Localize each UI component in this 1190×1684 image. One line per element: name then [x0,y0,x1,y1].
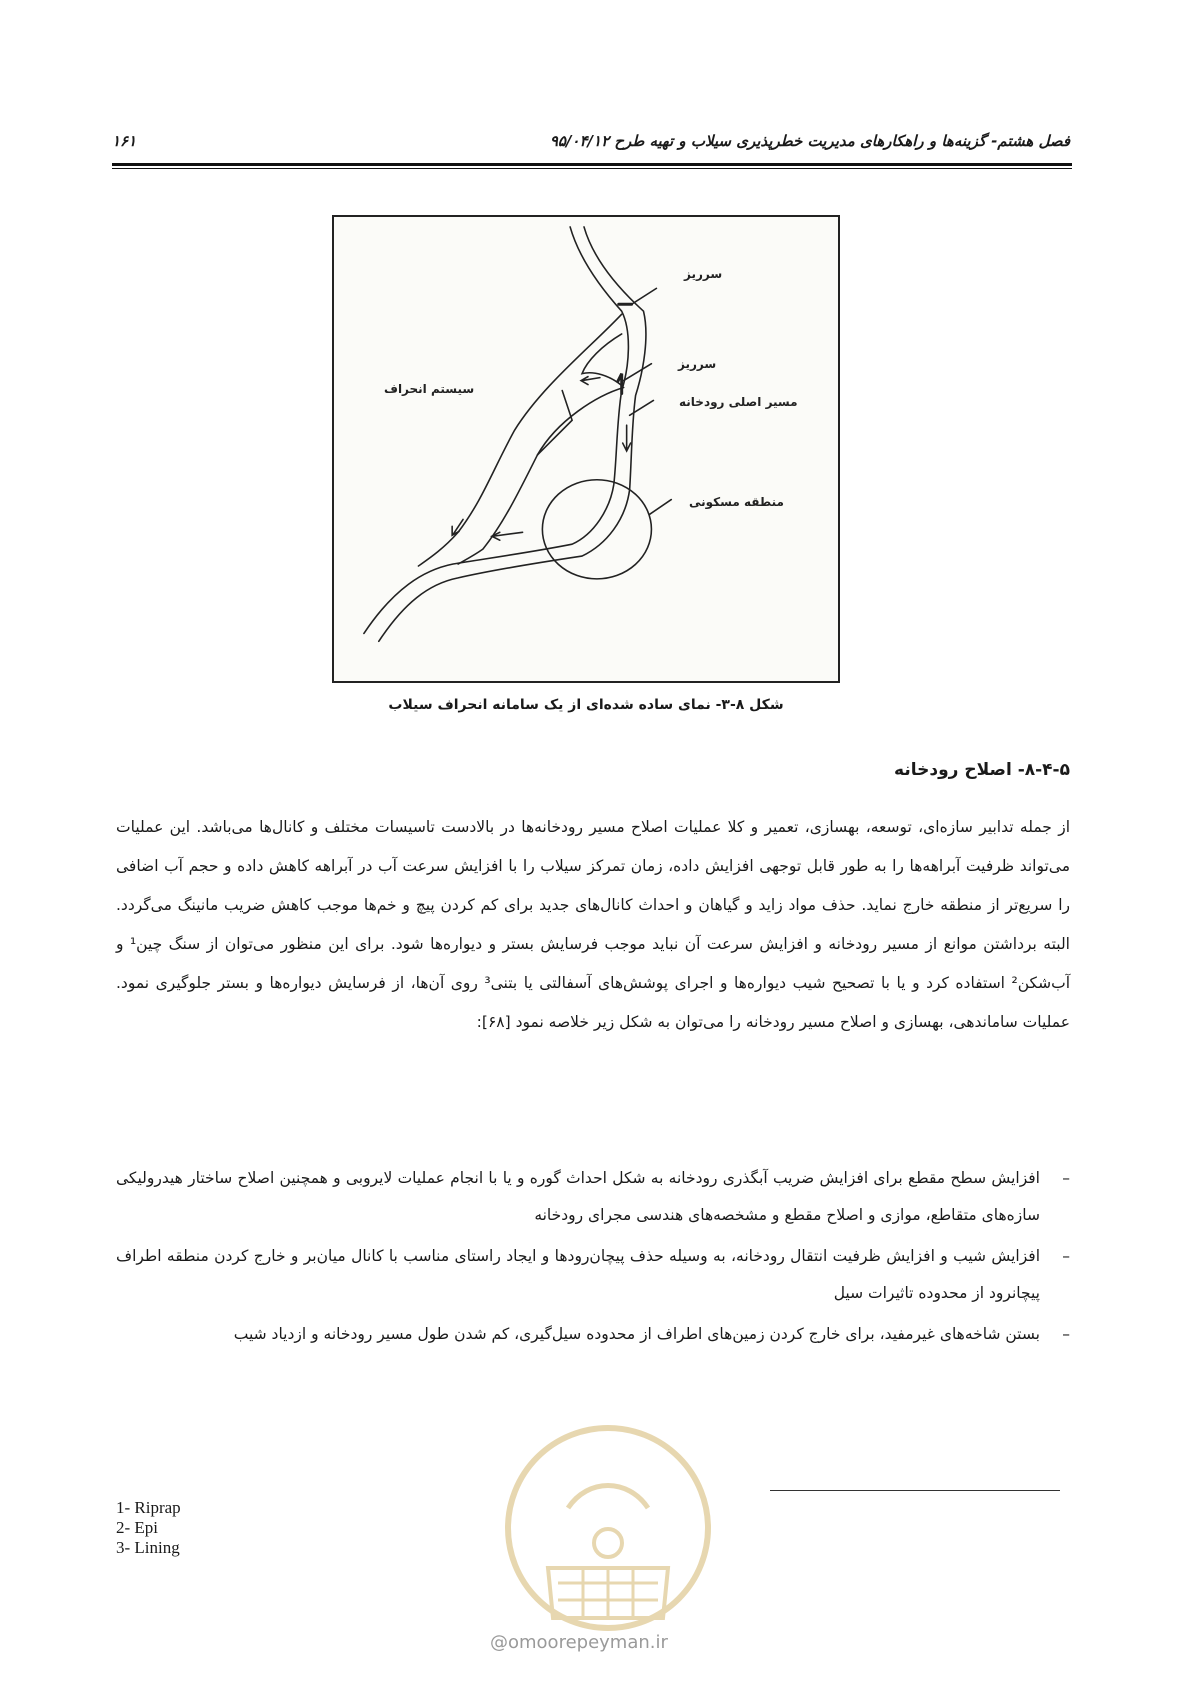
diversion-diagram [334,217,838,681]
bullet-list [116,1160,1070,1357]
bullet-text: افزایش شیب و افزایش ظرفیت انتقال رودخانه، به وسیله حذف پیچان‌رودها و ایجاد راستای مناسب با کانال میان‌بر و خارج کردن منطقه اطراف پیچانرود از محدوده تاثیرات سیل [116,1247,1040,1302]
body-paragraph: از جمله تدابیر سازه‌ای، توسعه، بهسازی، تعمیر و کلا عملیات اصلاح مسیر رودخانه‌ها در بالادست تاسیسات مختلف و کانال‌ها می‌باشد. این عملیات می‌تواند ظرفیت آبراهه‌ها را به طور قابل توجهی افزایش داده، زمان تمرکز سیلاب را با افزایش سرعت آب در آبراهه کاهش داده و حجم آب اضافی را سریع‌تر از منطقه خارج نماید. حذف مواد زاید و گیاهان و احداث کانال‌های جدید برای کم کردن پیچ و خم‌ها موجب کاهش ضریب مانینگ می‌گردد. البته برداشتن موانع از مسیر رودخانه و افزایش سرعت آن نباید موجب فرسایش بستر و دیواره‌ها شود. برای این منظور می‌توان از سنگ چین¹ و آب‌شکن² استفاده کرد و یا با تصحیح شیب دیواره‌ها و اجرای پوشش‌های آسفالتی یا بتنی³ روی آن‌ها، از فرسایش دیواره‌ها و بستر جلوگیری نمود. عملیات ساماندهی، بهسازی و اصلاح مسیر رودخانه را می‌توان به شکل زیر خلاصه نمود [۶۸]: [116,818,1070,1031]
bullet-dash: – [1062,1169,1070,1187]
diversion-channel-inner [458,388,624,564]
header-rule-thin [112,168,1072,169]
label-diversion-system: سیستم انحراف [384,382,475,396]
residential-area-circle [542,480,651,579]
seal-icon [488,1418,728,1658]
label-main-river: مسیر اصلی رودخانه [679,395,798,409]
list-item [116,1238,1070,1312]
flow-arrow-main [623,425,631,451]
footnote-3: 3- Lining [116,1538,180,1557]
footnote-rule [770,1490,1060,1491]
watermark-seal [488,1418,728,1658]
list-item [116,1316,1070,1353]
leader-spillway-top [632,288,657,304]
header-rule-thick [112,163,1072,166]
footnote-2: 2- Epi [116,1518,159,1537]
diversion-channel-outer [418,314,621,566]
watermark-url: @omoorepeyman.ir [490,1632,668,1653]
flow-arrow-spur [581,377,600,385]
figure-caption: شکل ۸-۳- نمای ساده شده‌ای از یک سامانه انحراف سیلاب [388,697,784,713]
page-number: ۱۶۱ [112,132,137,150]
bullet-dash: – [1062,1247,1070,1265]
leader-main-river [630,400,654,415]
bullet-text: بستن شاخه‌های غیرمفید، برای خارج کردن زمین‌های اطراف از محدوده سیل‌گیری، کم شدن طول مسیر رودخانه و ازدیاد شیب [233,1325,1040,1343]
footnotes [116,1498,181,1558]
leader-residential [649,500,671,515]
spur-channel [582,334,622,386]
list-item [116,1160,1070,1234]
bullet-text: افزایش سطح مقطع برای افزایش ضریب آبگذری رودخانه به شکل احداث گوره و یا با انجام عملیات لایروبی و همچنین اصلاح ساختار هیدرولیکی سازه‌های متقاطع، موازی و اصلاح مقطع و مشخصه‌های هندسی مجرای رودخانه [116,1169,1040,1224]
label-spillway-mid: سرریز [678,357,717,371]
label-spillway-top: سرریز [684,267,723,281]
flow-arrow-bottom [492,532,523,540]
flood-diversion-figure [332,215,840,683]
label-residential-area: منطقه مسکونی [689,495,784,509]
river-bank-left [364,227,628,633]
chapter-header-title: فصل هشتم- گزینه‌ها و راهکارهای مدیریت خطرپذیری سیلاب و تهیه طرح ۹۵/۰۴/۱۲ [549,132,1070,150]
footnote-1: 1- Riprap [116,1498,181,1517]
bullet-dash: – [1062,1325,1070,1343]
section-heading: ۸-۴-۵- اصلاح رودخانه [894,760,1070,780]
